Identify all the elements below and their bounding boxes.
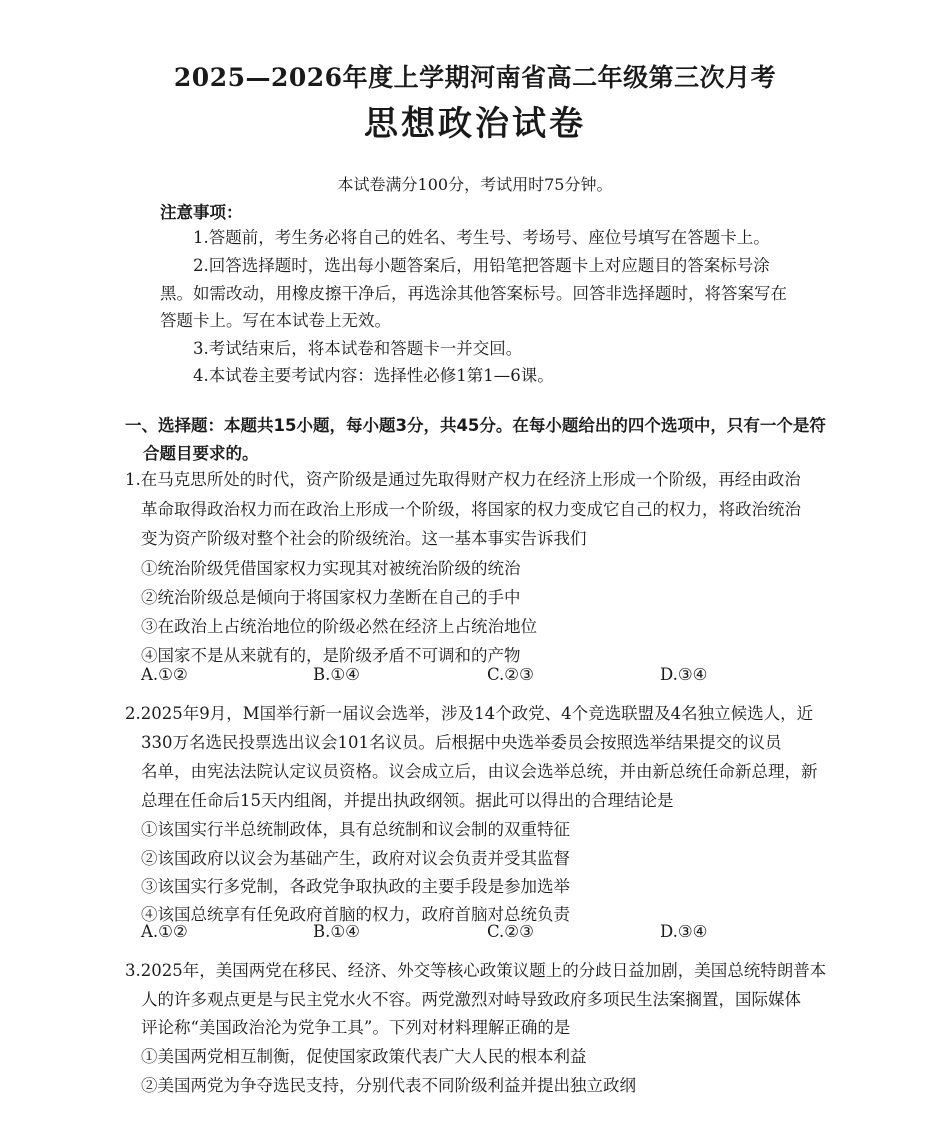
question-1-stem: 变为资产阶级对整个社会的阶级统治。这一基本事实告诉我们: [141, 529, 587, 548]
note-line: 4.本试卷主要考试内容：选择性必修1第1—6课。: [193, 366, 554, 385]
question-2-stem: 330万名选民投票选出议会101名议员。后根据中央选举委员会按照选举结果提交的议员: [141, 733, 782, 752]
note-line: 黑。如需改动，用橡皮擦干净后，再选涂其他答案标号。回答非选择题时，将答案写在: [160, 284, 787, 303]
question-1-option-d[interactable]: D.③④: [660, 665, 708, 684]
question-1-stem: 革命取得政治权力而在政治上形成一个阶级，将国家的权力变成它自己的权力，将政治统治: [141, 500, 801, 519]
subject-title: 思想政治试卷: [364, 104, 586, 144]
note-line: 3.考试结束后，将本试卷和答题卡一并交回。: [193, 339, 523, 358]
question-1-item: ③在政治上占统治地位的阶级必然在经济上占统治地位: [141, 617, 537, 636]
section-heading: 一、选择题：本题共15小题，每小题3分，共45分。在每小题给出的四个选项中，只有一个是符: [125, 416, 826, 435]
notes-heading: 注意事项：: [160, 203, 243, 222]
question-2-stem: 名单，由宪法法院认定议员资格。议会成立后，由议会选举总统，并由新总统任命新总理，新: [141, 762, 818, 781]
question-1-option-c[interactable]: C.②③: [487, 665, 534, 684]
note-line: 1.答题前，考生务必将自己的姓名、考生号、考场号、座位号填写在答题卡上。: [193, 228, 770, 247]
question-1-option-a[interactable]: A.①②: [141, 665, 188, 684]
question-1-item: ①统治阶级凭借国家权力实现其对被统治阶级的统治: [141, 559, 521, 578]
question-2-item: ①该国实行半总统制政体，具有总统制和议会制的双重特征: [141, 820, 570, 839]
section-heading-cont: 合题目要求的。: [143, 444, 259, 463]
question-1-item: ②统治阶级总是倾向于将国家权力垄断在自己的手中: [141, 588, 521, 607]
question-2-option-b[interactable]: B.①④: [313, 922, 360, 941]
note-line: 2.回答选择题时，选出每小题答案后，用铅笔把答题卡上对应题目的答案标号涂: [193, 256, 770, 275]
question-2-stem: 2.2025年9月，M国举行新一届议会选举，涉及14个政党、4个竞选联盟及4名独立候选人，近: [125, 704, 814, 723]
question-2-option-c[interactable]: C.②③: [487, 922, 534, 941]
question-3-stem: 人的许多观点更是与民主党水火不容。两党激烈对峙导致政府多项民生法案搁置，国际媒体: [141, 990, 801, 1009]
question-3-stem: 评论称“美国政治沦为党争工具”。下列对材料理解正确的是: [141, 1018, 571, 1037]
question-1-option-b[interactable]: B.①④: [313, 665, 360, 684]
question-3-stem: 3.2025年，美国两党在移民、经济、外交等核心政策议题上的分歧日益加剧，美国总统特朗普本: [125, 961, 827, 980]
question-2-item: ③该国实行多党制，各政党争取执政的主要手段是参加选举: [141, 877, 570, 896]
note-line: 答题卡上。写在本试卷上无效。: [160, 311, 391, 330]
question-1-stem: 1.在马克思所处的时代，资产阶级是通过先取得财产权力在经济上形成一个阶级，再经由政治: [125, 470, 801, 489]
question-2-option-d[interactable]: D.③④: [660, 922, 708, 941]
question-2-item: ②该国政府以议会为基础产生，政府对议会负责并受其监督: [141, 849, 570, 868]
question-2-option-a[interactable]: A.①②: [141, 922, 188, 941]
exam-title: 2025—2026年度上学期河南省高二年级第三次月考: [173, 63, 777, 92]
question-2-stem: 总理在任命后15天内组阁，并提出执政纲领。据此可以得出的合理结论是: [141, 791, 674, 810]
question-1-item: ④国家不是从来就有的，是阶级矛盾不可调和的产物: [141, 646, 521, 665]
question-3-item: ②美国两党为争夺选民支持，分别代表不同阶级利益并提出独立政纲: [141, 1076, 636, 1095]
question-3-item: ①美国两党相互制衡，促使国家政策代表广大人民的根本利益: [141, 1047, 587, 1066]
question-2-item: ④该国总统享有任免政府首脑的权力，政府首脑对总统负责: [141, 905, 570, 924]
exam-info: 本试卷满分100分，考试用时75分钟。: [337, 175, 613, 194]
